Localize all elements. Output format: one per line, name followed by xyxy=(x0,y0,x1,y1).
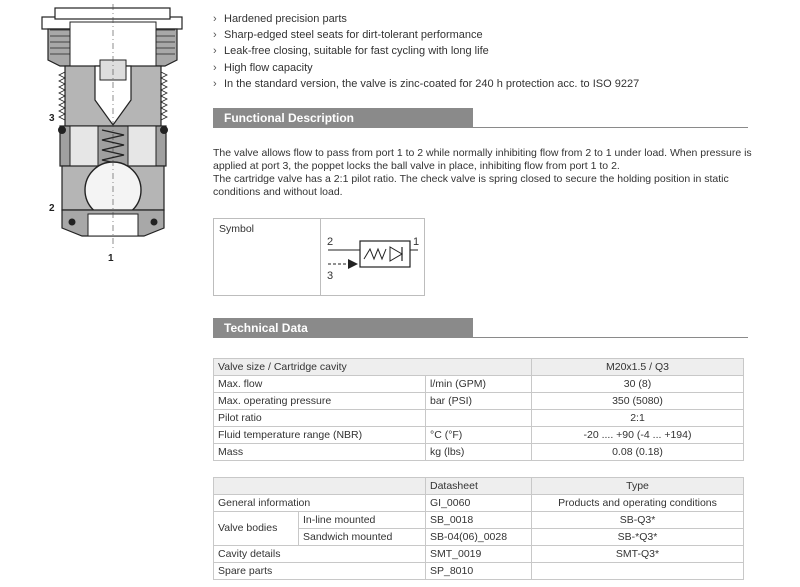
description-paragraph: The cartridge valve has a 2:1 pilot ratio. The check valve is spring closed to secure the holding position in static conditions and without load. xyxy=(213,173,729,198)
table-row xyxy=(214,512,744,529)
port-label-3: 3 xyxy=(49,113,55,124)
table-row xyxy=(214,444,744,461)
table-row xyxy=(214,427,744,444)
table-cell: General information xyxy=(214,495,426,512)
table-cell: Spare parts xyxy=(214,563,426,580)
symbol-port-1: 1 xyxy=(413,236,420,248)
functional-description-heading: Functional Description xyxy=(213,108,473,128)
technical-data-heading: Technical Data xyxy=(213,318,473,338)
table-cell: Cavity details xyxy=(214,546,426,563)
table-cell: 2:1 xyxy=(532,410,744,427)
section-divider xyxy=(213,127,748,128)
table-cell: 0.08 (0.18) xyxy=(532,444,744,461)
table-cell: 350 (5080) xyxy=(532,393,744,410)
table-header-row xyxy=(214,478,744,495)
chevron-right-icon: › xyxy=(213,13,217,25)
port-label-2: 2 xyxy=(49,203,55,214)
symbol-divider xyxy=(320,219,321,295)
section-divider xyxy=(213,337,748,338)
feature-item: › Leak-free closing, suitable for fast cycling with long life xyxy=(213,43,639,59)
valve-cross-section-drawing xyxy=(0,0,200,280)
table-cell xyxy=(214,478,426,495)
table-cell: SB-*Q3* xyxy=(532,529,744,546)
symbol-label: Symbol xyxy=(219,223,255,235)
chevron-right-icon: › xyxy=(213,61,217,74)
documents-table xyxy=(213,477,744,580)
table-row xyxy=(214,393,744,410)
table-cell: Datasheet xyxy=(426,478,532,495)
table-cell: SMT_0019 xyxy=(426,546,532,563)
technical-data-table xyxy=(213,358,744,461)
description-paragraph: The valve allows flow to pass from port 1 to 2 while normally inhibiting flow from 2 to 1 under load. When pressure is applied at port 3, the poppet locks the ball valve in place, inhibiting flow from port 1 to 2. xyxy=(213,147,752,172)
chevron-right-icon: › xyxy=(213,77,217,90)
table-cell: Valve bodies xyxy=(214,512,299,546)
table-cell: Products and operating conditions xyxy=(532,495,744,512)
symbol-box xyxy=(213,218,425,296)
table-cell: SP_8010 xyxy=(426,563,532,580)
feature-list xyxy=(213,11,639,92)
feature-item: › Sharp-edged steel seats for dirt-tolerant performance xyxy=(213,27,639,43)
table-cell: Pilot ratio xyxy=(214,410,426,427)
table-cell: -20 .... +90 (-4 ... +194) xyxy=(532,427,744,444)
table-row xyxy=(214,563,744,580)
chevron-right-icon: › xyxy=(213,45,217,58)
feature-item: › In the standard version, the valve is zinc-coated for 240 h protection acc. to ISO 9227 xyxy=(213,76,639,92)
symbol-port-3: 3 xyxy=(327,270,334,282)
table-row xyxy=(214,410,744,427)
feature-item: › High flow capacity xyxy=(213,60,639,76)
table-cell: l/min (GPM) xyxy=(426,376,532,393)
table-cell: 30 (8) xyxy=(532,376,744,393)
check-valve-symbol xyxy=(324,229,424,289)
symbol-port-2: 2 xyxy=(327,236,334,248)
table-header-row xyxy=(214,359,744,376)
table-cell xyxy=(426,410,532,427)
table-cell: Mass xyxy=(214,444,426,461)
table-cell: Max. flow xyxy=(214,376,426,393)
table-row xyxy=(214,546,744,563)
table-cell: SB_0018 xyxy=(426,512,532,529)
table-cell: GI_0060 xyxy=(426,495,532,512)
chevron-right-icon: › xyxy=(213,29,217,42)
table-cell: In-line mounted xyxy=(299,512,426,529)
functional-description-text xyxy=(213,147,758,199)
table-cell: kg (lbs) xyxy=(426,444,532,461)
feature-item: › Hardened precision parts xyxy=(213,11,639,27)
table-cell: SMT-Q3* xyxy=(532,546,744,563)
table-cell: Fluid temperature range (NBR) xyxy=(214,427,426,444)
table-cell: bar (PSI) xyxy=(426,393,532,410)
table-cell: Type xyxy=(532,478,744,495)
table-row xyxy=(214,376,744,393)
table-cell: Valve size / Cartridge cavity xyxy=(214,359,532,376)
table-cell: Max. operating pressure xyxy=(214,393,426,410)
table-cell: SB-04(06)_0028 xyxy=(426,529,532,546)
table-cell: °C (°F) xyxy=(426,427,532,444)
port-label-1: 1 xyxy=(108,253,114,264)
table-cell: SB-Q3* xyxy=(532,512,744,529)
table-cell xyxy=(532,563,744,580)
table-row xyxy=(214,495,744,512)
table-cell: Sandwich mounted xyxy=(299,529,426,546)
table-cell: M20x1.5 / Q3 xyxy=(532,359,744,376)
